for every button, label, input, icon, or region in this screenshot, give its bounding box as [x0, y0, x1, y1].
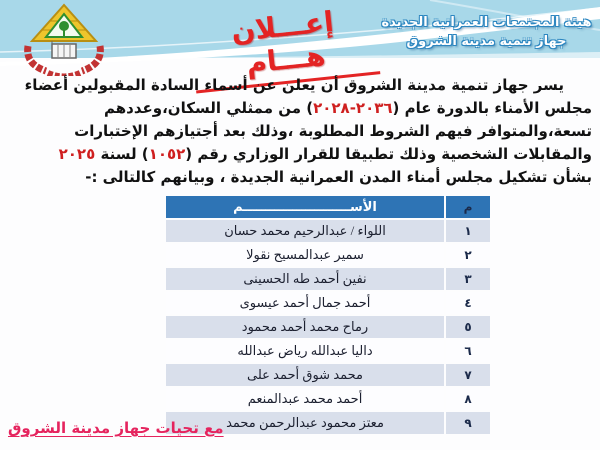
paragraph-text: بشأن تشكيل مجلس أمناء المدن العمرانية الجديدة ، وبيانهم كالتالى :- [85, 168, 592, 186]
row-number-cell: ٧ [446, 364, 490, 386]
row-number-cell: ٢ [446, 244, 490, 266]
paragraph-text: يسر جهاز تنمية مدينة الشروق أن يعلن عن أسماء السادة المقبولين أعضاء [24, 76, 564, 94]
row-name-cell: رماح محمد أحمد محمود [166, 316, 444, 338]
row-number-cell: ٩ [446, 412, 490, 434]
row-name-cell: أحمد محمد عبدالمنعم [166, 388, 444, 410]
highlighted-number: ٢٠٢٥ [58, 145, 96, 163]
paragraph-text: ) من ممثلي السكان،وعددهم [104, 99, 314, 117]
trustees-table [166, 196, 490, 434]
paragraph-line [8, 143, 592, 166]
paragraph-line [8, 166, 592, 189]
paragraph-text: مجلس الأمناء بالدورة عام ( [392, 99, 592, 117]
row-name-cell: محمد شوق أحمد على [166, 364, 444, 386]
footer-signature: مع تحيات جهاز مدينة الشروق [8, 419, 224, 437]
row-name-cell: داليا عبدالله رياض عبدالله [166, 340, 444, 362]
row-number-cell: ٨ [446, 388, 490, 410]
row-name-cell: نفين أحمد طه الحسينى [166, 268, 444, 290]
authority-name: هيئة المجتمعات العمرانية الجديدة [381, 15, 592, 30]
table-header-name: الأســــــــــــــــــــــــم [166, 196, 444, 218]
row-number-cell: ٤ [446, 292, 490, 314]
paragraph-line [8, 97, 592, 120]
paragraph-text: تسعة،والمتوافر فيهم الشروط المطلوبة ،وذلك بعد أجتيازهم الإختبارات [74, 122, 592, 140]
row-number-cell: ١ [446, 220, 490, 242]
announcement-paragraph [8, 74, 592, 189]
highlighted-number: ٢٠٣٦-٢٠٢٨ [313, 99, 393, 117]
row-number-cell: ٥ [446, 316, 490, 338]
paragraph-line [8, 120, 592, 143]
row-number-cell: ٣ [446, 268, 490, 290]
row-name-cell: أحمد جمال أحمد عيسوى [166, 292, 444, 314]
city-logo-icon [12, 2, 116, 76]
paragraph-line [8, 74, 592, 97]
paragraph-text: ) لسنة [95, 145, 149, 163]
building-icon [52, 41, 76, 58]
row-number-cell: ٦ [446, 340, 490, 362]
agency-name: جهاز تنمية مدينة الشروق [406, 34, 567, 49]
row-name-cell: سمير عبدالمسيح نقولا [166, 244, 444, 266]
announcement-title: إعـــلان هـــام [189, 1, 381, 94]
paragraph-text: والمقابلات الشخصية وذلك تطبيقا للقرار الوزاري رقم ( [185, 145, 592, 163]
table-header-number: م [446, 196, 490, 218]
row-name-cell: اللواء / عبدالرحيم محمد حسان [166, 220, 444, 242]
row-name-cell: معتز محمود عبدالرحمن محمد [166, 412, 444, 434]
authority-title-block [379, 13, 594, 51]
highlighted-number: ١٠٥٢ [148, 145, 186, 163]
